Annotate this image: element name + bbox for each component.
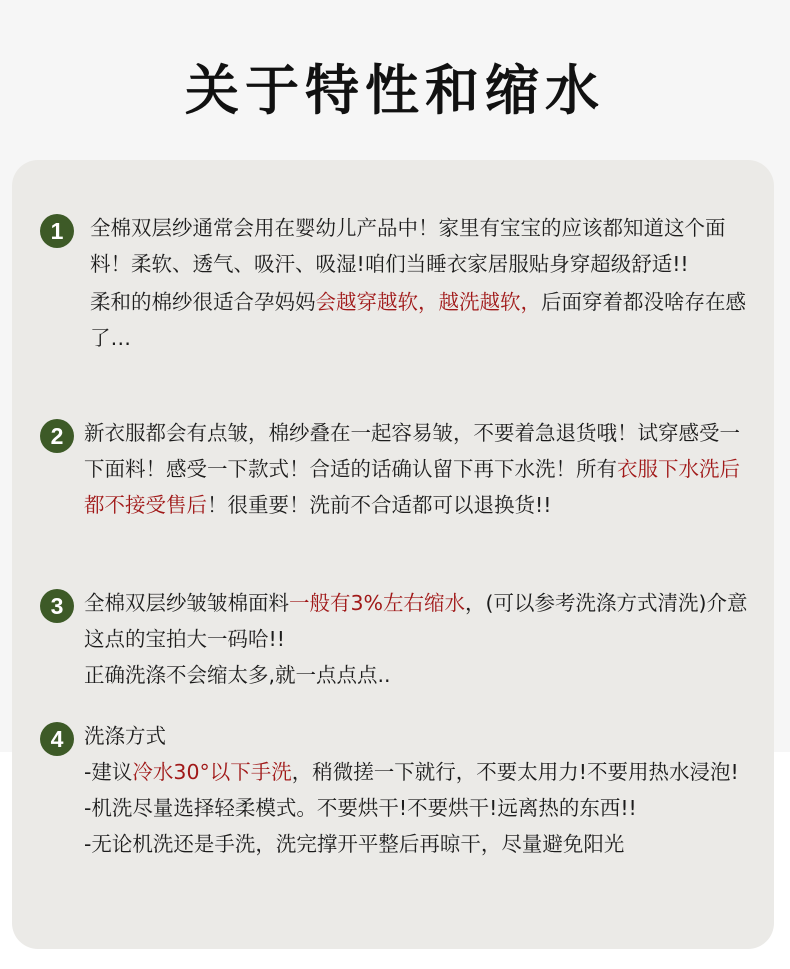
section-1: [40, 210, 760, 356]
highlight-text: 会越穿越软，越洗越软，: [315, 290, 541, 314]
section-3-paragraph-2: [84, 657, 760, 693]
text: 柔和的棉纱很适合孕妈妈: [90, 290, 316, 314]
highlight-text: 一般有3%左右缩水: [289, 591, 466, 615]
text: 全棉双层纱皱皱棉面料: [84, 591, 289, 615]
section-4-line-2: [84, 790, 760, 826]
highlight-text: 冷水30°以下手洗: [132, 760, 292, 784]
text: 正确洗涤不会缩太多,就一点点点..: [84, 663, 391, 687]
text: -无论机洗还是手洗，洗完撑开平整后再晾干，尽量避免阳光: [84, 832, 625, 856]
text: ，(可以参考洗涤方式清洗)介意这点的宝拍大一码哈!!: [84, 591, 748, 651]
section-3: [40, 585, 760, 693]
highlight-text: 衣服下水洗后都不接受售后: [84, 457, 740, 517]
section-4: [40, 718, 760, 862]
page-title: 关于特性和缩水: [185, 59, 605, 122]
section-4-line-3: [84, 826, 760, 862]
section-4-heading: [84, 718, 760, 754]
number-badge: 2: [40, 419, 74, 453]
section-1-paragraph-1: [90, 210, 760, 282]
text: 新衣服都会有点皱，棉纱叠在一起容易皱，不要着急退货哦！试穿感受一下面料！感受一下款式！合适的话确认留下再下水洗！所有: [84, 421, 740, 481]
text: -建议: [84, 760, 133, 784]
section-1-paragraph-2: [90, 284, 760, 356]
text: 洗涤方式: [84, 724, 166, 748]
text: 后面穿着都没啥存在感了…: [90, 290, 746, 350]
section-4-line-1: [84, 754, 760, 790]
number-badge: 3: [40, 589, 74, 623]
section-2-paragraph-1: [84, 415, 760, 523]
section-2: [40, 415, 760, 523]
number-badge: 4: [40, 722, 74, 756]
text: ！很重要！洗前不合适都可以退换货!!: [207, 493, 552, 517]
text: 全棉双层纱通常会用在婴幼儿产品中！家里有宝宝的应该都知道这个面料！柔软、透气、吸汗、吸湿!咱们当睡衣家居服贴身穿超级舒适!!: [90, 216, 726, 276]
text: ，稍微搓一下就行，不要太用力!不要用热水浸泡!: [291, 760, 739, 784]
content-card: [12, 160, 774, 949]
number-badge: 1: [40, 214, 74, 248]
section-3-paragraph-1: [84, 585, 760, 657]
text: -机洗尽量选择轻柔模式。不要烘干!不要烘干!远离热的东西!!: [84, 796, 637, 820]
